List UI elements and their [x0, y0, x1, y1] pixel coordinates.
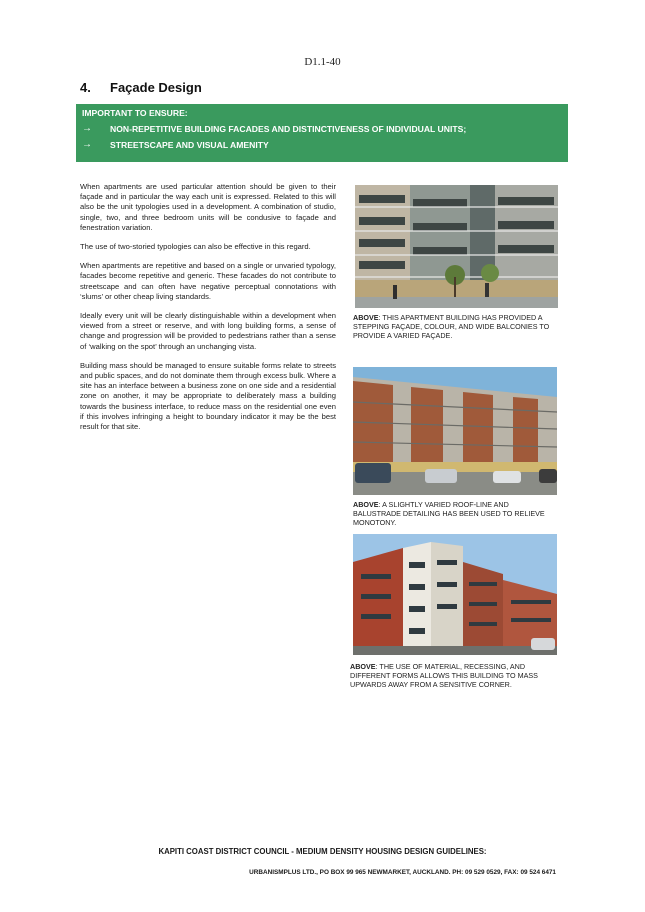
caption-text: : THIS APARTMENT BUILDING HAS PROVIDED A STEPPING FAÇADE, COLOUR, AND WIDE BALCONIES TO PROVIDE A VARIED FAÇADE. [353, 313, 550, 341]
caption-lead: ABOVE [353, 500, 379, 509]
paragraph: Building mass should be managed to ensure suitable forms relate to streets and public spaces, and do not dominate them through excess bulk. Where a site has an interface between a business zone on one side and a residential zone on another, it may be appropriate to deliberately mass a building towards the business interface, to reduce mass on the residential one even if this involves infringing a height to boundary indicator it may be the best result for that site. [80, 360, 336, 432]
brick-apartment-block-photo [353, 367, 557, 495]
arrow-right-icon: → [82, 123, 92, 134]
ensure-item-text: NON-REPETITIVE BUILDING FACADES AND DISTINCTIVENESS OF INDIVIDUAL UNITS; [110, 123, 467, 134]
caption-lead: ABOVE [353, 313, 379, 322]
section-number: 4. [80, 80, 91, 95]
section-title: Façade Design [110, 80, 202, 95]
photo-caption [353, 313, 558, 341]
page-reference: D1.1-40 [304, 56, 341, 68]
footer-contact: URBANISMPLUS LTD., PO BOX 99 965 NEWMARKET, AUCKLAND. PH: 09 529 0529, FAX: 09 524 6471 [249, 869, 556, 876]
section-heading [80, 80, 202, 95]
paragraph: Ideally every unit will be clearly distinguishable within a development when viewed from a street or reserve, and with long building forms, a sense of change and progression will be provided to pedestrians rather than a sense of ‘walking on the spot’ through an unchanging vista. [80, 311, 336, 351]
footer-title: KAPITI COAST DISTRICT COUNCIL - MEDIUM DENSITY HOUSING DESIGN GUIDELINES: [158, 847, 487, 856]
caption-text: : A SLIGHTLY VARIED ROOF-LINE AND BALUSTRADE DETAILING HAS BEEN USED TO RELIEVE MONOTONY. [353, 500, 545, 528]
paragraph: When apartments are repetitive and based on a single or unvaried typology, facades become repetitive and generic. These facades do not contribute to streetscape and can often have negative perceptual connotations with ‘slums’ or other cheap living standards. [80, 261, 336, 301]
paragraph: The use of two-storied typologies can also be effective in this regard. [80, 242, 311, 252]
caption-text: : THE USE OF MATERIAL, RECESSING, AND DIFFERENT FORMS ALLOWS THIS BUILDING TO MASS UPWARDS AWAY FROM A SENSITIVE CORNER. [350, 662, 538, 690]
ensure-item [82, 139, 562, 150]
arrow-right-icon: → [82, 139, 92, 150]
corner-building-massing-photo [353, 534, 557, 655]
important-to-ensure-box [76, 104, 568, 162]
photo-caption [353, 500, 558, 528]
ensure-item-text: STREETSCAPE AND VISUAL AMENITY [110, 139, 269, 150]
caption-lead: ABOVE [350, 662, 376, 671]
paragraph: When apartments are used particular attention should be given to their façade and in particular the way each unit is expressed. Related to this will also be the unit typologies used in a development. A combination of studio, single, two, and three bedroom units will be condusive to façade and fenestration variation. [80, 182, 336, 232]
body-text [80, 182, 336, 441]
apartment-balconies-photo [355, 185, 558, 308]
ensure-item [82, 123, 562, 134]
photo-caption [350, 662, 555, 690]
ensure-title: IMPORTANT TO ENSURE: [82, 108, 188, 118]
